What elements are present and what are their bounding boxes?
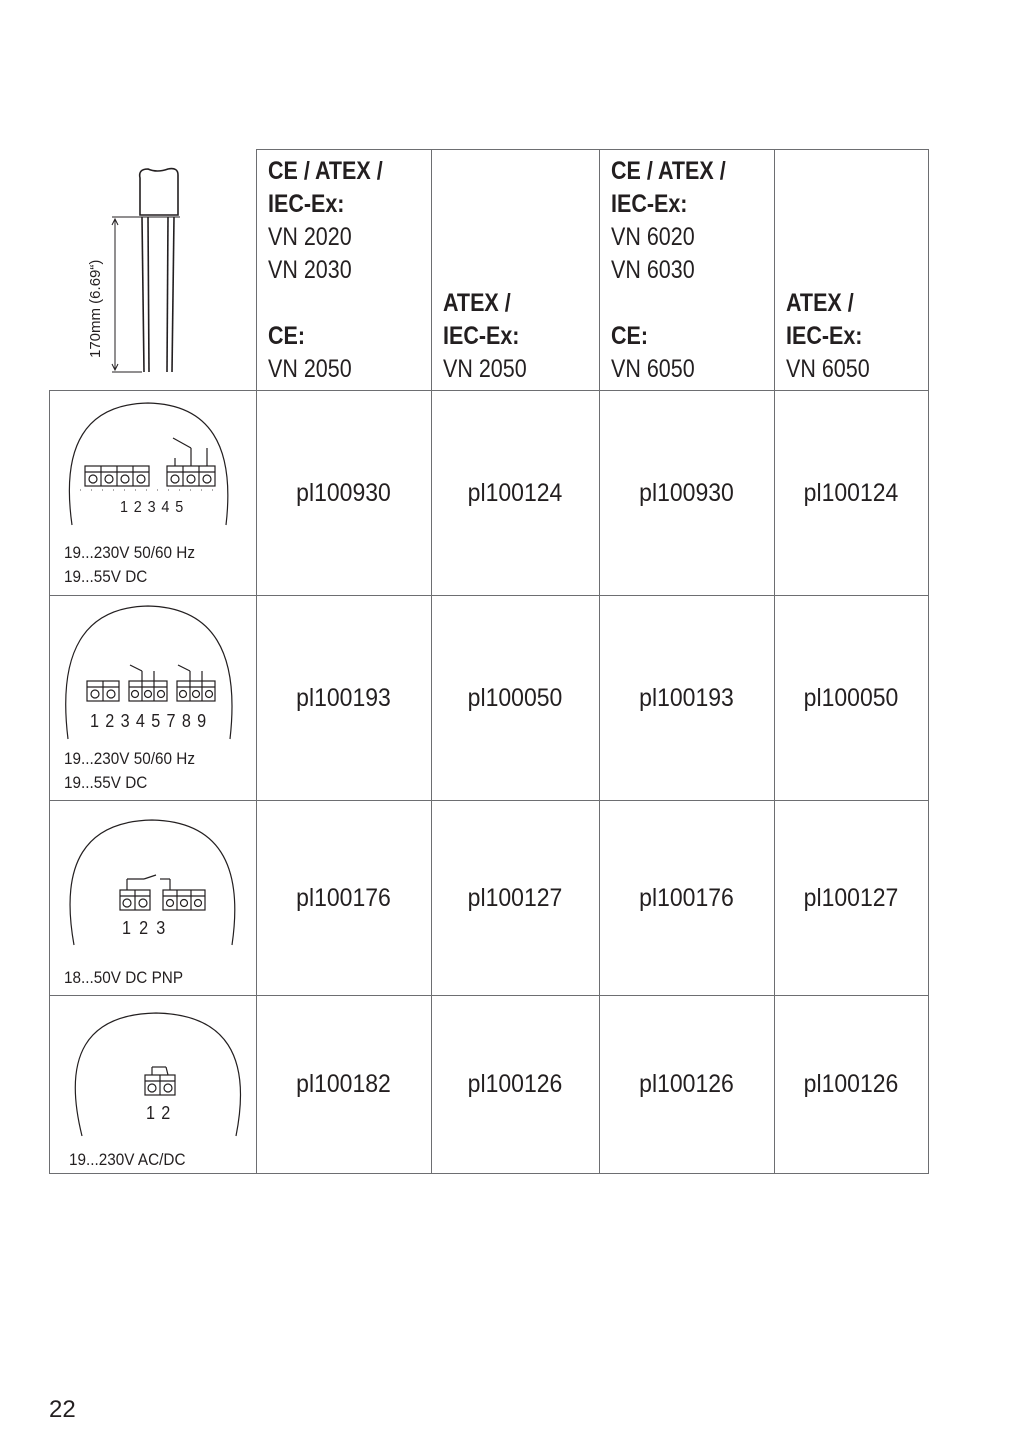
- voltage-label: 19...230V AC/DC: [69, 1150, 186, 1169]
- terminal-numbers: 1 2 3: [122, 918, 168, 938]
- page-number: 22: [49, 1396, 76, 1423]
- part-number: pl100930: [639, 479, 734, 507]
- part-number: pl100126: [467, 1070, 563, 1098]
- header-col-2-line3: VN 2050: [443, 355, 527, 383]
- voltage-label: 19...55V DC: [64, 567, 148, 586]
- header-col-3-line4: VN 6030: [611, 256, 695, 284]
- header-col-4-line2: IEC-Ex:: [786, 322, 863, 350]
- part-number: pl100127: [467, 884, 563, 912]
- header-col-1-line5: CE:: [268, 322, 306, 350]
- part-number: pl100176: [296, 884, 391, 912]
- part-number: pl100193: [639, 684, 734, 712]
- part-number: pl100176: [639, 884, 734, 912]
- header-col-4-line3: VN 6050: [786, 355, 870, 383]
- header-col-3-line2: IEC-Ex:: [611, 190, 688, 218]
- header-col-3-line3: VN 6020: [611, 223, 695, 251]
- header-col-3: [611, 155, 726, 386]
- part-number: pl100193: [296, 684, 391, 712]
- header-col-1-line3: VN 2020: [268, 223, 352, 251]
- probe-dimension-label: 170mm (6.69“): [87, 259, 104, 358]
- header-col-1: [268, 155, 383, 386]
- part-number: pl100930: [296, 479, 391, 507]
- part-number: pl100182: [296, 1070, 391, 1098]
- voltage-label: 18...50V DC PNP: [64, 968, 184, 987]
- terminal-numbers: 1 2 3 4 5: [120, 499, 185, 516]
- part-number: pl100050: [803, 684, 899, 712]
- header-col-1-line4: VN 2030: [268, 256, 352, 284]
- header-col-3-line5: CE:: [611, 322, 649, 350]
- header-col-3-line6: VN 6050: [611, 355, 695, 383]
- header-col-3-line1: CE / ATEX /: [611, 157, 726, 185]
- voltage-label: 19...230V 50/60 Hz: [64, 543, 195, 562]
- terminal-numbers: 1 2: [146, 1103, 172, 1123]
- part-number: pl100124: [467, 479, 563, 507]
- voltage-label: 19...230V 50/60 Hz: [64, 749, 195, 768]
- part-number: pl100124: [803, 479, 899, 507]
- voltage-label: 19...55V DC: [64, 773, 148, 792]
- part-number: pl100050: [467, 684, 563, 712]
- part-number: pl100126: [803, 1070, 899, 1098]
- header-col-4-line1: ATEX /: [786, 289, 854, 317]
- header-col-2-line1: ATEX /: [443, 289, 511, 317]
- terminal-numbers: 1 2 3 4 5 7 8 9: [90, 711, 208, 731]
- part-number: pl100127: [803, 884, 899, 912]
- header-col-1-line6: VN 2050: [268, 355, 352, 383]
- header-col-4: [786, 287, 870, 386]
- header-col-2: [443, 287, 527, 386]
- header-col-1-line2: IEC-Ex:: [268, 190, 345, 218]
- part-number: pl100126: [639, 1070, 734, 1098]
- header-col-2-line2: IEC-Ex:: [443, 322, 520, 350]
- header-col-1-line1: CE / ATEX /: [268, 157, 383, 185]
